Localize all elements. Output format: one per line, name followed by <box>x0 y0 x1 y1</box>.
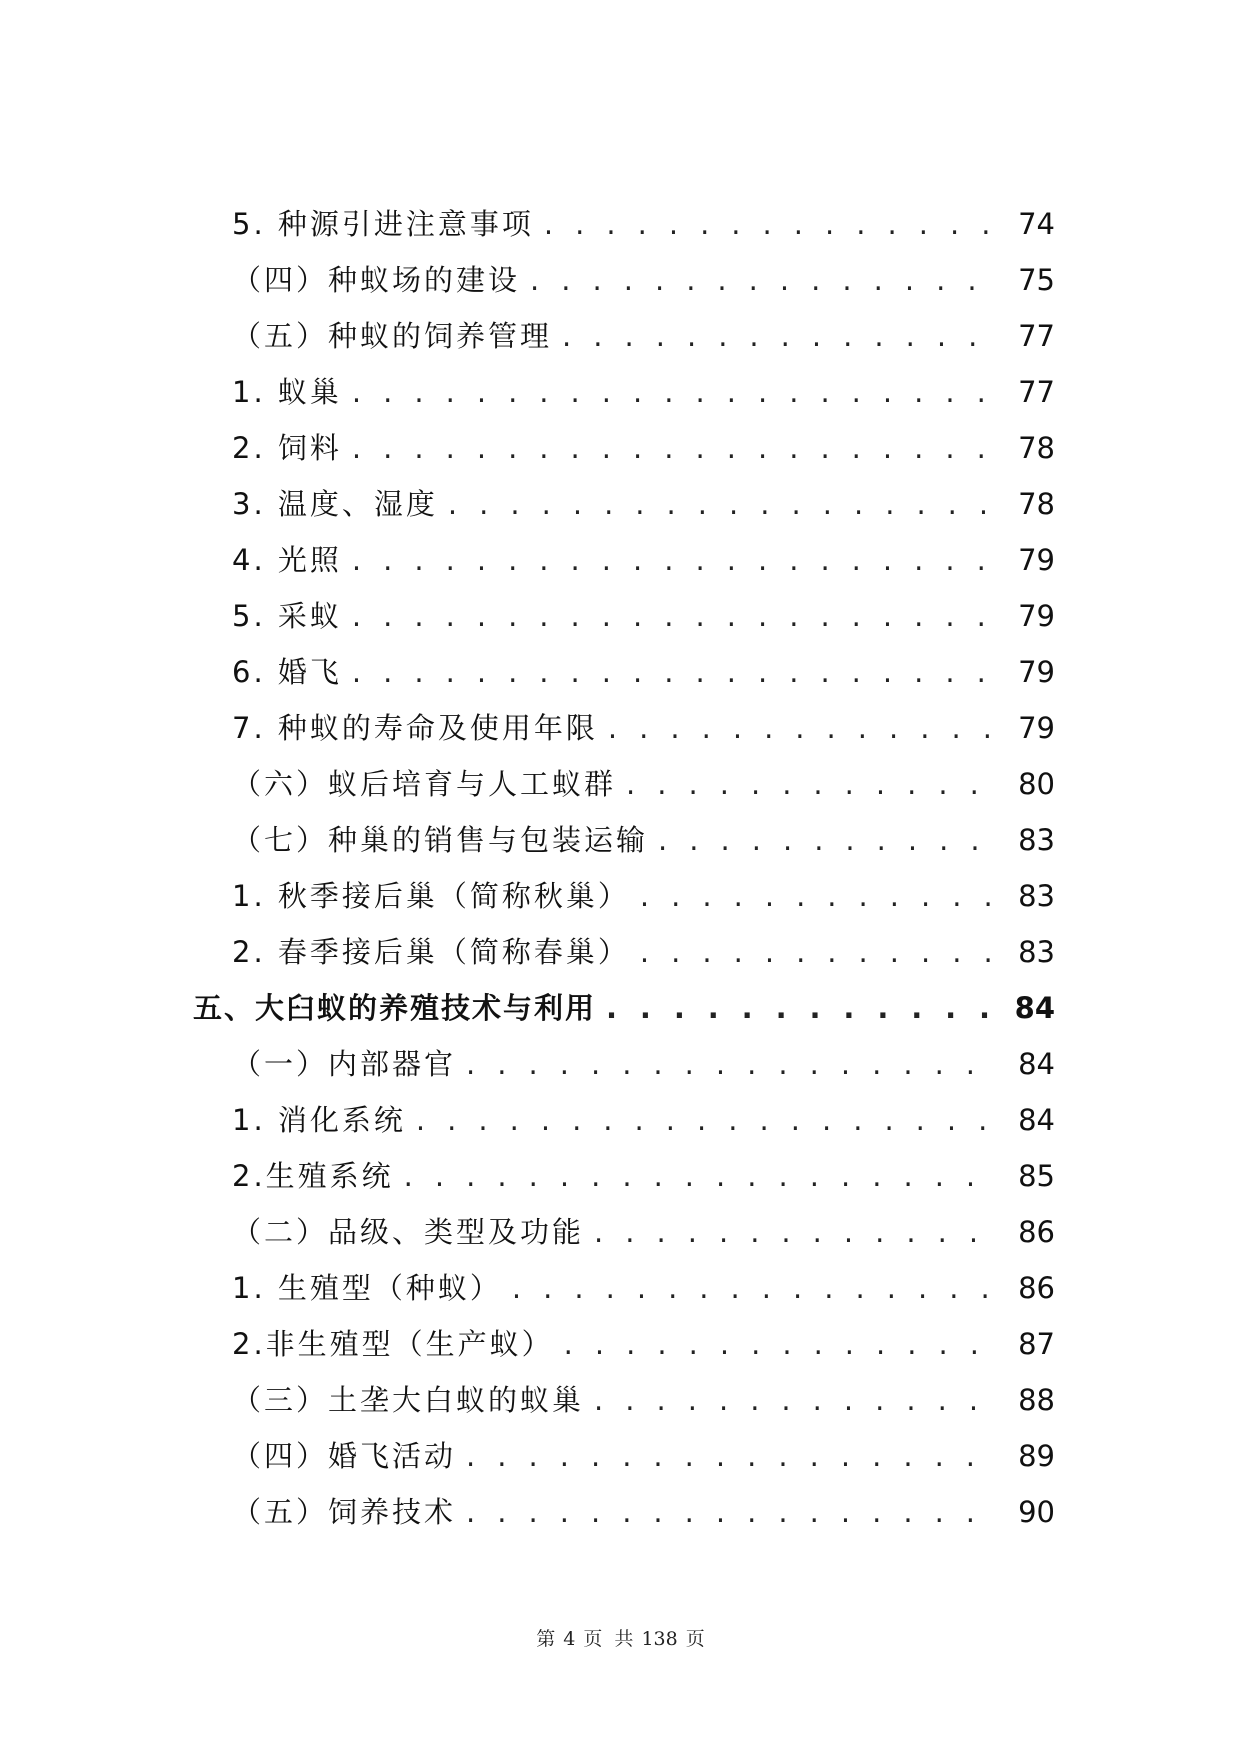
toc-entry[interactable] <box>0 812 1241 868</box>
toc-entry[interactable] <box>0 252 1241 308</box>
toc-dot-leader <box>640 868 999 924</box>
toc-entry[interactable] <box>0 1260 1241 1316</box>
toc-page-number: 80 <box>1018 767 1055 801</box>
toc-entry-label: 1. 秋季接后巢（简称秋巢） <box>232 879 630 913</box>
toc-dot-leader <box>562 308 999 364</box>
toc-entry-label: （一）内部器官 <box>232 1047 457 1081</box>
toc-entry[interactable] <box>0 476 1241 532</box>
toc-page-number: 90 <box>1018 1495 1055 1529</box>
toc-entry[interactable] <box>0 700 1241 756</box>
footer-total-pages: 138 <box>641 1628 678 1650</box>
toc-entry[interactable] <box>0 1036 1241 1092</box>
toc-entry[interactable] <box>0 1484 1241 1540</box>
footer-prefix: 第 <box>536 1628 556 1650</box>
toc-entry-label: （六）蚁后培育与人工蚁群 <box>232 767 617 801</box>
toc-entry[interactable] <box>0 308 1241 364</box>
toc-dot-leader <box>658 812 999 868</box>
toc-page-number: 87 <box>1018 1327 1055 1361</box>
toc-entry[interactable] <box>0 420 1241 476</box>
toc-dot-leader <box>594 1372 999 1428</box>
toc-entry-label: 2.生殖系统 <box>232 1159 394 1193</box>
toc-dot-leader <box>466 1484 999 1540</box>
toc-dot-leader <box>416 1092 999 1148</box>
toc-entry-label: 6. 婚飞 <box>232 655 342 689</box>
toc-entry-label: 7. 种蚁的寿命及使用年限 <box>232 711 598 745</box>
toc-page-number: 89 <box>1018 1439 1055 1473</box>
toc-entry[interactable] <box>0 196 1241 252</box>
toc-entry-label: 5. 采蚁 <box>232 599 342 633</box>
toc-dot-leader <box>564 1316 999 1372</box>
footer-middle: 页 共 <box>583 1628 634 1650</box>
toc-dot-leader <box>626 756 999 812</box>
toc-dot-leader <box>404 1148 999 1204</box>
toc-entry-label: （四）婚飞活动 <box>232 1439 457 1473</box>
toc-entry-label: （七）种巢的销售与包装运输 <box>232 823 649 857</box>
toc-entry-label: （四）种蚁场的建设 <box>232 263 521 297</box>
toc-page-number: 84 <box>1014 991 1055 1025</box>
toc-entry-label: 1. 蚁巢 <box>232 375 342 409</box>
toc-dot-leader <box>352 588 999 644</box>
page-footer <box>0 1624 1241 1651</box>
toc-page-number: 85 <box>1018 1159 1055 1193</box>
toc-page-number: 77 <box>1018 319 1055 353</box>
toc-page-number: 83 <box>1018 935 1055 969</box>
toc-entry-label: 5. 种源引进注意事项 <box>232 207 534 241</box>
toc-page-number: 84 <box>1018 1047 1055 1081</box>
toc-dot-leader <box>606 980 999 1036</box>
toc-entry[interactable] <box>0 1428 1241 1484</box>
toc-page-number: 79 <box>1018 599 1055 633</box>
toc-entry-label: （五）饲养技术 <box>232 1495 457 1529</box>
toc-page-number: 77 <box>1018 375 1055 409</box>
toc-dot-leader <box>352 420 999 476</box>
toc-page-number: 74 <box>1018 207 1055 241</box>
toc-page-number: 84 <box>1018 1103 1055 1137</box>
toc-dot-leader <box>544 196 999 252</box>
toc-page-number: 83 <box>1018 879 1055 913</box>
toc-page-number: 78 <box>1018 487 1055 521</box>
toc-page-number: 79 <box>1018 655 1055 689</box>
toc-entry-label: （五）种蚁的饲养管理 <box>232 319 553 353</box>
toc-entry-label: （二）品级、类型及功能 <box>232 1215 585 1249</box>
toc-entry[interactable] <box>0 644 1241 700</box>
toc-dot-leader <box>466 1428 999 1484</box>
toc-entry[interactable] <box>0 1204 1241 1260</box>
toc-entry-label: 1. 生殖型（种蚁） <box>232 1271 502 1305</box>
toc-page-number: 79 <box>1018 711 1055 745</box>
toc-dot-leader <box>512 1260 999 1316</box>
toc-entry-label: 1. 消化系统 <box>232 1103 406 1137</box>
toc-page-number: 88 <box>1018 1383 1055 1417</box>
toc-dot-leader <box>608 700 999 756</box>
toc-entry[interactable] <box>0 868 1241 924</box>
toc-dot-leader <box>352 364 999 420</box>
toc-entry[interactable] <box>0 1372 1241 1428</box>
toc-entry[interactable] <box>0 364 1241 420</box>
toc-page-number: 83 <box>1018 823 1055 857</box>
toc-dot-leader <box>640 924 999 980</box>
toc-dot-leader <box>594 1204 999 1260</box>
toc-entry[interactable] <box>0 924 1241 980</box>
toc-page-number: 75 <box>1018 263 1055 297</box>
toc-entry-label: 2.非生殖型（生产蚁） <box>232 1327 554 1361</box>
toc-entry[interactable] <box>0 1316 1241 1372</box>
toc-page-number: 79 <box>1018 543 1055 577</box>
toc-entry-label: 2. 春季接后巢（简称春巢） <box>232 935 630 969</box>
toc-entry-label: 3. 温度、湿度 <box>232 487 438 521</box>
toc-entry[interactable] <box>0 756 1241 812</box>
toc-entry-label: 2. 饲料 <box>232 431 342 465</box>
toc-page-number: 86 <box>1018 1271 1055 1305</box>
toc-entry[interactable] <box>0 588 1241 644</box>
toc-page-number: 78 <box>1018 431 1055 465</box>
toc-dot-leader <box>352 532 999 588</box>
footer-suffix: 页 <box>685 1628 705 1650</box>
toc-dot-leader <box>352 644 999 700</box>
toc-entry[interactable] <box>0 532 1241 588</box>
footer-current-page: 4 <box>563 1628 576 1650</box>
toc-page-number: 86 <box>1018 1215 1055 1249</box>
toc-dot-leader <box>530 252 999 308</box>
toc-entry-label: 五、大臼蚁的养殖技术与利用 <box>193 991 597 1025</box>
toc-entry[interactable] <box>0 1092 1241 1148</box>
toc-entry[interactable] <box>0 1148 1241 1204</box>
toc-entry-label: 4. 光照 <box>232 543 342 577</box>
toc-dot-leader <box>448 476 999 532</box>
toc-entry-label: （三）土垄大白蚁的蚁巢 <box>232 1383 585 1417</box>
toc-chapter-entry[interactable] <box>0 980 1241 1036</box>
toc-dot-leader <box>466 1036 999 1092</box>
table-of-contents <box>0 196 1241 1540</box>
